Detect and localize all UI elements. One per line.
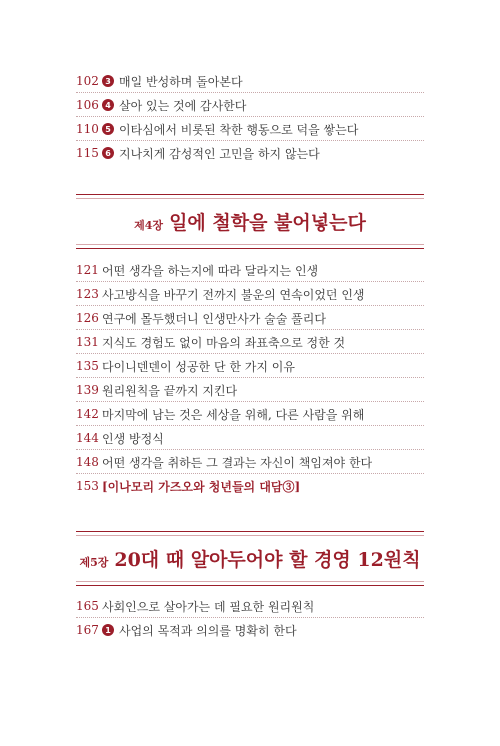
entry-title: 마지막에 남는 것은 세상을 위해, 다른 사람을 위해: [102, 407, 365, 422]
chapter-rule-top-inner: [76, 535, 424, 536]
chapter-4-header: [76, 194, 424, 252]
entry-title: 사업의 목적과 의의를 명확히 한다: [119, 623, 297, 638]
item-number-badge: 4: [102, 99, 114, 111]
page-number: 139: [76, 383, 99, 397]
chapter-heading: 20대 때 알아두어야 할 경영 12원칙: [114, 549, 421, 571]
interview-entry-title: [이나모리 가즈오와 청년들의 대담③]: [102, 479, 301, 494]
page-number: 121: [76, 263, 99, 277]
entry-title: 매일 반성하며 돌아본다: [119, 74, 243, 89]
entry-title: 어떤 생각을 취하든 그 결과는 자신이 책임져야 한다: [102, 455, 373, 470]
toc-entry: [76, 594, 424, 618]
entry-title: 지식도 경험도 없이 마음의 좌표축으로 정한 것: [102, 335, 346, 350]
toc-entry: [76, 618, 424, 642]
toc-entry: [76, 258, 424, 282]
page-number: 153: [76, 479, 99, 493]
chapter-heading: 일에 철학을 불어넣는다: [169, 212, 366, 234]
toc-entry: [76, 354, 424, 378]
entry-title: 이타심에서 비롯된 착한 행동으로 덕을 쌓는다: [119, 122, 359, 137]
toc-entry: [76, 402, 424, 426]
toc-entry: [76, 450, 424, 474]
page-number: 135: [76, 359, 99, 373]
chapter-rule-bottom-inner: [76, 244, 424, 245]
entry-title: 다이니덴덴이 성공한 단 한 가지 이유: [102, 359, 295, 374]
toc-entry: [76, 117, 424, 141]
item-number-badge: 6: [102, 147, 114, 159]
page-number: 148: [76, 455, 99, 469]
chapter-rule-bottom: [76, 585, 424, 586]
toc-entry: [76, 378, 424, 402]
entry-title: 지나치게 감성적인 고민을 하지 않는다: [119, 146, 320, 161]
chapter-rule-top: [76, 194, 424, 195]
toc-entry: [76, 141, 424, 165]
entry-title: 어떤 생각을 하는지에 따라 달라지는 인생: [102, 263, 319, 278]
page-number: 142: [76, 407, 99, 421]
chapter-5-header: [76, 531, 424, 589]
entry-title: 원리원칙을 끝까지 지킨다: [102, 383, 238, 398]
page-number: 144: [76, 431, 99, 445]
chapter-rule-bottom-inner: [76, 581, 424, 582]
page-number: 102: [76, 74, 99, 88]
page-number: 165: [76, 599, 99, 613]
page-number: 115: [76, 146, 99, 160]
toc-entry: [76, 69, 424, 93]
toc-entry: [76, 306, 424, 330]
page-number: 106: [76, 98, 99, 112]
chapter-title: [76, 545, 424, 572]
page-number: 167: [76, 623, 99, 637]
chapter-label: 제4장: [134, 219, 164, 232]
toc-entry: [76, 330, 424, 354]
chapter-title: [76, 208, 424, 235]
entry-title: 살아 있는 것에 감사한다: [119, 98, 247, 113]
entry-title: 사고방식을 바꾸기 전까지 불운의 연속이었던 인생: [102, 287, 365, 302]
item-number-badge: 1: [102, 624, 114, 636]
chapter-label: 제5장: [79, 556, 109, 569]
chapter-rule-top: [76, 531, 424, 532]
entry-title: 연구에 몰두했더니 인생만사가 술술 풀리다: [102, 311, 326, 326]
page-number: 126: [76, 311, 99, 325]
entry-title: 사회인으로 살아가는 데 필요한 원리원칙: [102, 599, 315, 614]
chapter-rule-bottom: [76, 248, 424, 249]
item-number-badge: 3: [102, 75, 114, 87]
chapter-rule-top-inner: [76, 198, 424, 199]
page-number: 123: [76, 287, 99, 301]
toc-entry: [76, 93, 424, 117]
page-number: 110: [76, 122, 99, 136]
item-number-badge: 5: [102, 123, 114, 135]
toc-entry: [76, 282, 424, 306]
page-number: 131: [76, 335, 99, 349]
entry-title: 인생 방정식: [102, 431, 164, 446]
toc-entry: [76, 474, 424, 498]
toc-entry: [76, 426, 424, 450]
